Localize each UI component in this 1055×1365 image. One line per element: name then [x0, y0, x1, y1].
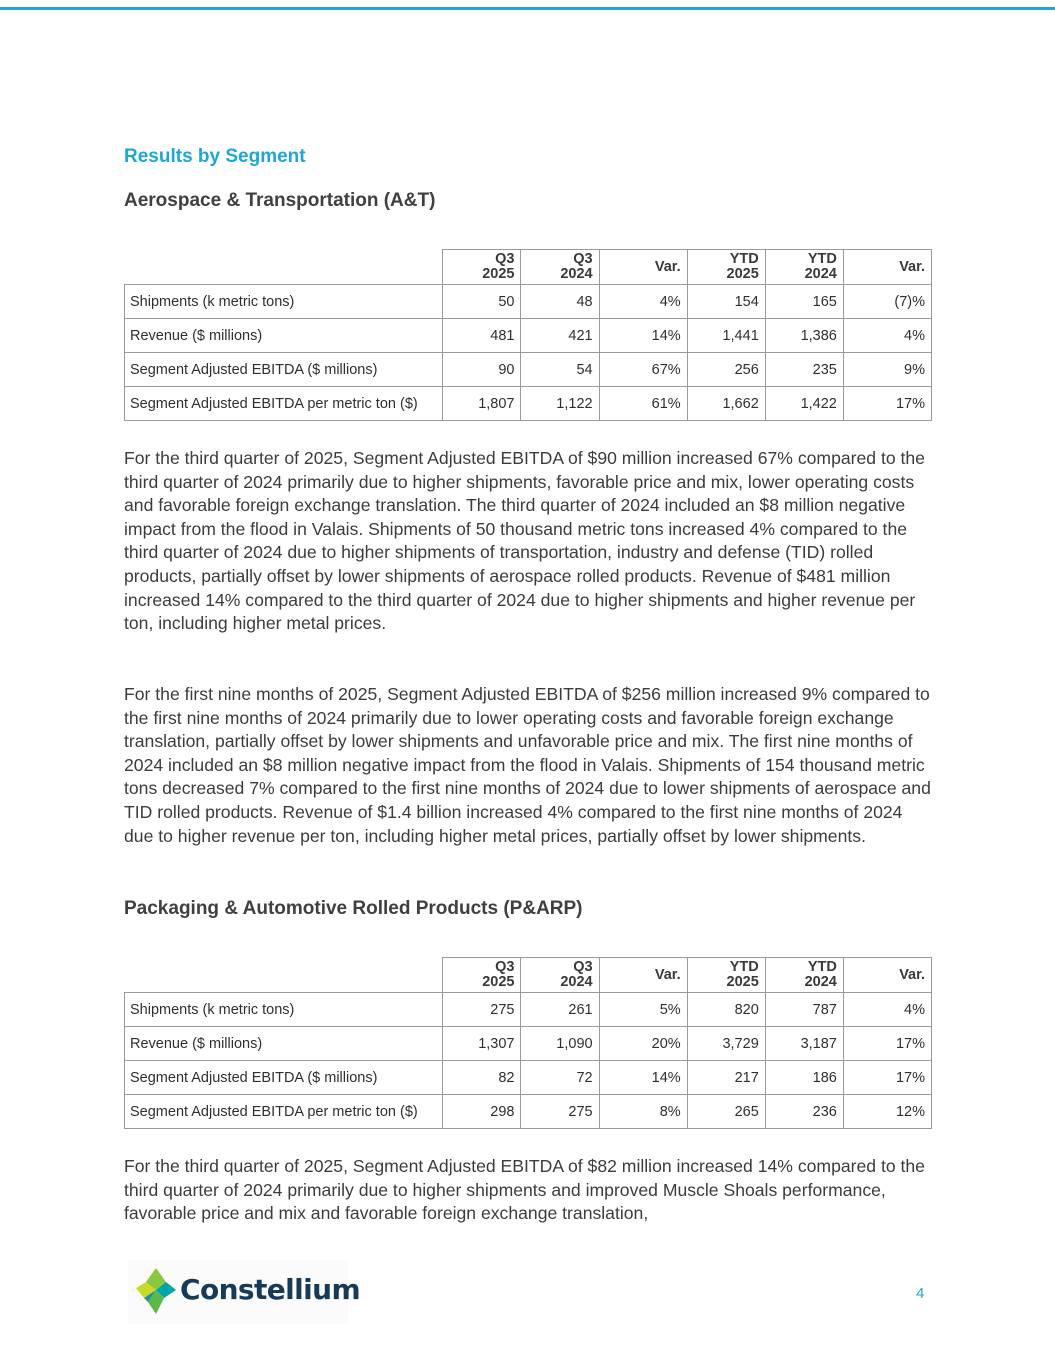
header-var-q3: Var.: [599, 958, 687, 993]
row-label: Segment Adjusted EBITDA ($ millions): [125, 1061, 443, 1095]
table-cell: 4%: [843, 993, 931, 1027]
table-cell: 275: [521, 1095, 599, 1129]
table-cell: 154: [687, 285, 765, 319]
section-title: Results by Segment: [124, 146, 306, 167]
header-q3-2024: Q3 2024: [521, 250, 599, 285]
table-cell: 165: [765, 285, 843, 319]
table-cell: 50: [443, 285, 521, 319]
table-cell: 12%: [843, 1095, 931, 1129]
table-row: [125, 1027, 932, 1061]
table-cell: 1,662: [687, 387, 765, 421]
parp-q3-paragraph: For the third quarter of 2025, Segment Adjusted EBITDA of $82 million increased 14% compared to the third quarter of 2024 primarily due to higher shipments and improved Muscle Shoals performance, favorable price and mix and favorable foreign exchange translation,: [124, 1156, 925, 1224]
table-row: [125, 993, 932, 1027]
table-cell: 1,807: [443, 387, 521, 421]
header-ytd-2024: YTD 2024: [765, 958, 843, 993]
logo-wordmark: Constellium: [180, 1273, 361, 1306]
row-label: Shipments (k metric tons): [125, 285, 443, 319]
table-row: [125, 285, 932, 319]
table-cell: 20%: [599, 1027, 687, 1061]
table-cell: 1,122: [521, 387, 599, 421]
table-cell: 82: [443, 1061, 521, 1095]
table-cell: 1,422: [765, 387, 843, 421]
table-cell: 5%: [599, 993, 687, 1027]
table-cell: 90: [443, 353, 521, 387]
table-row: [125, 1095, 932, 1129]
table-cell: 275: [443, 993, 521, 1027]
table-row: [125, 319, 932, 353]
table-cell: 481: [443, 319, 521, 353]
table-cell: (7)%: [843, 285, 931, 319]
table-cell: 236: [765, 1095, 843, 1129]
table-cell: 3,729: [687, 1027, 765, 1061]
table-cell: 186: [765, 1061, 843, 1095]
segment-title-at: Aerospace & Transportation (A&T): [124, 190, 436, 211]
at-ytd-paragraph: For the first nine months of 2025, Segment Adjusted EBITDA of $256 million increased 9% compared to the first nine months of 2024 primarily due to lower operating costs and favorable foreign exchange translation, partially offset by lower shipments and unfavorable price and mix. The first nine months of 2024 included an $8 million negative impact from the flood in Valais. Shipments of 154 thousand metric tons decreased 7% compared to the first nine months of 2024 due to lower shipments of aerospace and TID rolled products. Revenue of $1.4 billion increased 4% compared to the first nine months of 2024 due to higher revenue per ton, including higher metal prices, partially offset by lower shipments.: [124, 684, 931, 846]
segment-title-parp: Packaging & Automotive Rolled Products (P&ARP): [124, 898, 583, 919]
row-label: Segment Adjusted EBITDA ($ millions): [125, 353, 443, 387]
table-cell: 4%: [599, 285, 687, 319]
table-cell: 17%: [843, 1061, 931, 1095]
row-label: Revenue ($ millions): [125, 1027, 443, 1061]
header-var-ytd: Var.: [843, 958, 931, 993]
header-ytd-2024: YTD 2024: [765, 250, 843, 285]
top-accent-rule: [0, 7, 1055, 10]
header-blank-cell: [125, 958, 443, 993]
table-header-row: [125, 250, 932, 285]
table-cell: 1,386: [765, 319, 843, 353]
row-label: Revenue ($ millions): [125, 319, 443, 353]
page-number: 4: [916, 1285, 925, 1302]
table-cell: 8%: [599, 1095, 687, 1129]
header-q3-2024: Q3 2024: [521, 958, 599, 993]
header-var-ytd: Var.: [843, 250, 931, 285]
table-cell: 14%: [599, 1061, 687, 1095]
table-cell: 235: [765, 353, 843, 387]
table-cell: 261: [521, 993, 599, 1027]
header-ytd-2025: YTD 2025: [687, 958, 765, 993]
table-cell: 1,441: [687, 319, 765, 353]
table-cell: 67%: [599, 353, 687, 387]
table-cell: 4%: [843, 319, 931, 353]
table-cell: 421: [521, 319, 599, 353]
table-cell: 298: [443, 1095, 521, 1129]
header-ytd-2025: YTD 2025: [687, 250, 765, 285]
table-cell: 14%: [599, 319, 687, 353]
header-q3-2025: Q3 2025: [443, 958, 521, 993]
table-cell: 787: [765, 993, 843, 1027]
table-cell: 17%: [843, 387, 931, 421]
header-q3-2025: Q3 2025: [443, 250, 521, 285]
table-cell: 48: [521, 285, 599, 319]
table-cell: 256: [687, 353, 765, 387]
table-cell: 54: [521, 353, 599, 387]
at-results-table: [124, 249, 932, 421]
constellium-mark-icon: [136, 1268, 176, 1314]
constellium-logo: [128, 1260, 361, 1324]
table-row: [125, 353, 932, 387]
table-cell: 1,307: [443, 1027, 521, 1061]
table-cell: 72: [521, 1061, 599, 1095]
table-cell: 3,187: [765, 1027, 843, 1061]
table-cell: 61%: [599, 387, 687, 421]
parp-results-table: [124, 957, 932, 1129]
row-label: Segment Adjusted EBITDA per metric ton ($): [125, 1095, 443, 1129]
table-header-row: [125, 958, 932, 993]
table-cell: 17%: [843, 1027, 931, 1061]
table-row: [125, 387, 932, 421]
table-cell: 1,090: [521, 1027, 599, 1061]
table-cell: 820: [687, 993, 765, 1027]
table-cell: 217: [687, 1061, 765, 1095]
row-label: Segment Adjusted EBITDA per metric ton ($): [125, 387, 443, 421]
table-cell: 9%: [843, 353, 931, 387]
row-label: Shipments (k metric tons): [125, 993, 443, 1027]
header-blank-cell: [125, 250, 443, 285]
header-var-q3: Var.: [599, 250, 687, 285]
table-cell: 265: [687, 1095, 765, 1129]
at-q3-paragraph: For the third quarter of 2025, Segment Adjusted EBITDA of $90 million increased 67% compared to the third quarter of 2024 primarily due to higher shipments, favorable price and mix, lower operating costs and favorable foreign exchange translation. The third quarter of 2024 included an $8 million negative impact from the flood in Valais. Shipments of 50 thousand metric tons increased 4% compared to the third quarter of 2024 due to higher shipments of transportation, industry and defense (TID) rolled products, partially offset by lower shipments of aerospace rolled products. Revenue of $481 million increased 14% compared to the third quarter of 2024 due to higher shipments and higher revenue per ton, including higher metal prices.: [124, 448, 925, 634]
table-row: [125, 1061, 932, 1095]
